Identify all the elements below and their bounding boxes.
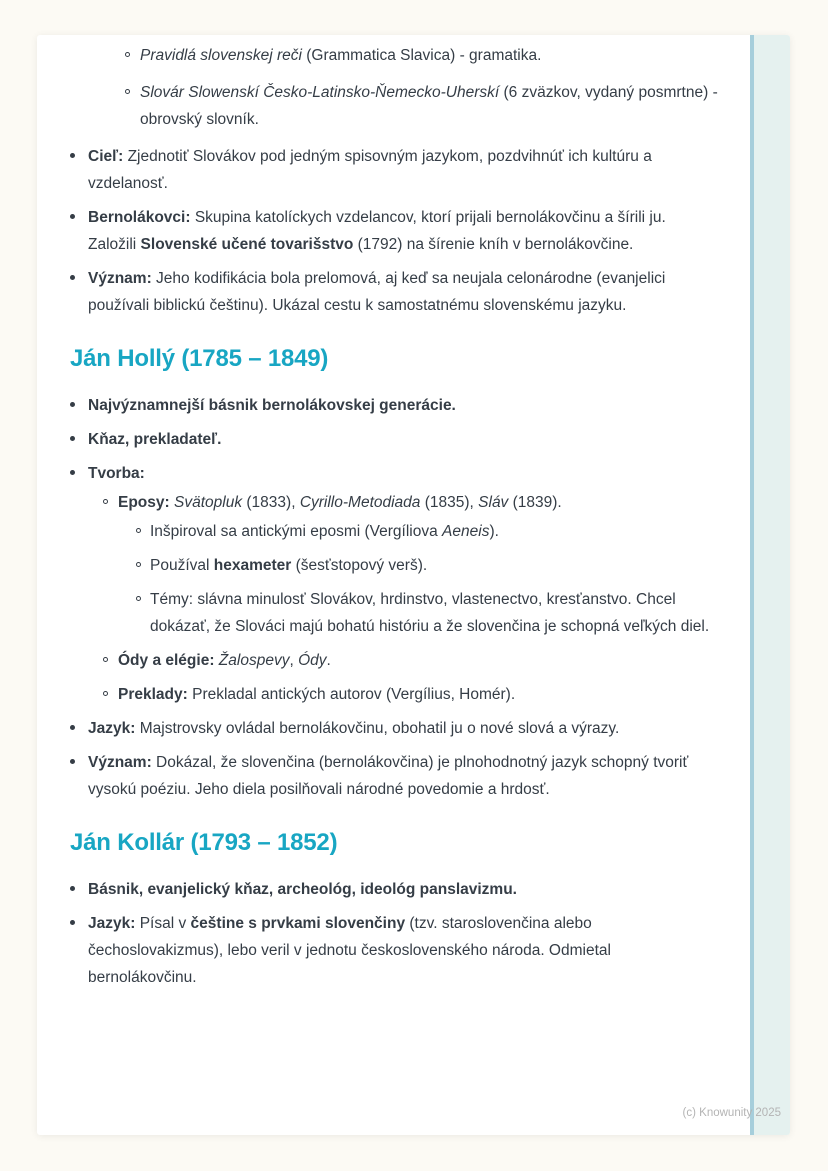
list-item-text [88, 715, 718, 742]
list-item [70, 910, 718, 991]
text-segment: hexameter [213, 557, 292, 574]
list-item [136, 518, 718, 545]
bullet-disc-icon [70, 402, 75, 407]
text-segment: Bernolákovci: [88, 209, 191, 226]
list-item-text [88, 749, 718, 803]
text-segment: Eposy: [118, 494, 170, 511]
text-segment: Žalospevy [218, 652, 290, 669]
bullet-marker [70, 392, 88, 407]
text-segment: Kňaz, prekladateľ. [88, 431, 222, 448]
text-segment: Cieľ: [88, 148, 124, 165]
text-segment: Tvorba: [88, 465, 145, 482]
bullet-list [70, 143, 718, 319]
bullet-marker [70, 265, 88, 280]
bullet-marker [103, 681, 118, 696]
section-list-jan-holly [70, 392, 718, 803]
list-item-text [88, 265, 718, 319]
text-segment: Sláv [478, 494, 509, 511]
list-item [125, 42, 718, 69]
list-item-text [150, 552, 718, 579]
document-content [37, 35, 790, 991]
list-item-text [88, 876, 718, 903]
text-segment: Preklady: [118, 686, 188, 703]
text-segment: , [289, 652, 299, 669]
bullet-circle-icon [103, 499, 108, 504]
text-segment: Jazyk: [88, 915, 136, 932]
list-item [70, 715, 718, 742]
list-item-text [88, 426, 718, 453]
bullet-marker [136, 552, 150, 567]
text-segment: (1792) na šírenie kníh v bernolákovčine. [353, 236, 634, 253]
document-page-card [37, 35, 790, 1135]
text-segment: Inšpiroval sa antickými eposmi (Vergíliova [150, 523, 443, 540]
text-segment: Aeneis [442, 523, 490, 540]
list-item [136, 586, 718, 640]
bullet-marker [103, 647, 118, 662]
bullet-list [70, 876, 718, 991]
bullet-marker [70, 426, 88, 441]
section-list-jan-kollar [70, 876, 718, 991]
bullet-list [70, 392, 718, 803]
text-segment: Prekladal antických autorov (Vergílius, Homér). [187, 686, 516, 703]
text-segment: Jazyk: [88, 720, 136, 737]
bullet-disc-icon [70, 920, 75, 925]
bullet-marker [70, 749, 88, 764]
list-item-text [150, 518, 718, 545]
bullet-circle-icon [136, 562, 141, 567]
text-segment: (Grammatica Slavica) - gramatika. [301, 47, 542, 64]
bullet-list [125, 42, 718, 133]
text-segment: (šesťstopový verš). [291, 557, 428, 574]
bullet-disc-icon [70, 470, 75, 475]
bullet-circle-icon [136, 596, 141, 601]
text-segment: Témy: slávna minulosť Slovákov, hrdinstvo, vlastenectvo, kresťanstvo. Chcel dokázať, že Slováci majú bohatú históriu a že slovenčina je schopná veľkých diel. [150, 591, 710, 635]
text-segment: (1833), [242, 494, 300, 511]
list-item-text [88, 204, 718, 258]
bullet-disc-icon [70, 759, 75, 764]
text-segment: Význam: [88, 754, 152, 771]
bullet-disc-icon [70, 214, 75, 219]
list-item-text [150, 586, 718, 640]
list-item-text [88, 460, 718, 487]
list-item-text [88, 392, 718, 419]
section-heading-jan-kollar: Ján Kollár (1793 – 1852) [70, 829, 338, 856]
bullet-marker [70, 876, 88, 891]
list-item [70, 749, 718, 803]
bullet-circle-icon [125, 52, 130, 57]
list-item [125, 79, 718, 133]
list-item-text [118, 681, 718, 708]
bullet-marker [70, 910, 88, 925]
text-segment: ). [489, 523, 499, 540]
bullet-marker [70, 143, 88, 158]
section-heading-jan-holly: Ján Hollý (1785 – 1849) [70, 345, 329, 372]
bullet-marker [70, 460, 88, 475]
list-item-text [88, 910, 718, 991]
bullet-disc-icon [70, 886, 75, 891]
list-item-text [140, 42, 718, 69]
text-segment: Dokázal, že slovenčina (bernolákovčina) je plnohodnotný jazyk schopný tvoriť vysokú poéziu. Jeho diela posilňovali národné povedomie a hrdosť. [88, 754, 689, 798]
bullet-circle-icon [125, 89, 130, 94]
list-item [70, 143, 718, 197]
text-segment: Jeho kodifikácia bola prelomová, aj keď sa neujala celonárodne (evanjelici používali biblickú češtinu). Ukázal cestu k samostatnému slovenskému jazyku. [88, 270, 666, 314]
text-segment: Význam: [88, 270, 152, 287]
list-item-text [118, 489, 718, 516]
text-segment: Slovár Slowenskí Česko-Latinsko-Ňemecko-Uherskí [140, 84, 500, 101]
copyright-notice: (c) Knowunity 2025 [682, 1107, 781, 1119]
text-segment: Písal v [135, 915, 191, 932]
list-item [136, 552, 718, 579]
text-segment: (tzv. staroslovenčina alebo čechoslovakizmus), lebo veril v jednotu československého národa. Odmietal bernolákovčinu. [88, 915, 611, 986]
bullet-marker [103, 489, 118, 504]
bullet-disc-icon [70, 436, 75, 441]
intro-sub-bullet-list [125, 42, 718, 133]
text-segment: (1839). [508, 494, 562, 511]
text-segment: Najvýznamnejší básnik bernolákovskej generácie. [88, 397, 456, 414]
text-segment: (6 zväzkov, vydaný posmrtne) - obrovský slovník. [140, 84, 718, 128]
text-segment: Ódy [298, 652, 327, 669]
text-segment: Skupina katolíckych vzdelancov, ktorí prijali bernolákovčinu a šírili ju. Založili [88, 209, 666, 253]
bullet-marker [136, 586, 150, 601]
bullet-marker [125, 42, 140, 57]
list-item [70, 265, 718, 319]
bullet-list [136, 518, 718, 640]
bullet-disc-icon [70, 725, 75, 730]
text-segment: Slovenské učené tovarišstvo [140, 236, 354, 253]
bullet-disc-icon [70, 275, 75, 280]
bullet-list [103, 489, 718, 708]
text-segment: (1835), [420, 494, 479, 511]
bullet-circle-icon [136, 528, 141, 533]
bullet-marker [125, 79, 140, 94]
text-segment: češtine s prvkami slovenčiny [190, 915, 406, 932]
list-item [70, 204, 718, 258]
list-item-text [140, 79, 718, 133]
list-item [70, 460, 718, 708]
bullet-marker [70, 715, 88, 730]
intro-bullet-list [70, 143, 718, 319]
text-segment: Cyrillo-Metodiada [299, 494, 421, 511]
text-segment: Ódy a elégie: [118, 652, 215, 669]
text-segment: Pravidlá slovenskej reči [140, 47, 302, 64]
list-item [103, 681, 718, 708]
list-item [70, 426, 718, 453]
list-item-text [88, 143, 718, 197]
bullet-disc-icon [70, 153, 75, 158]
text-segment: Zjednotiť Slovákov pod jedným spisovným jazykom, pozdvihnúť ich kultúru a vzdelanosť. [88, 148, 652, 192]
text-segment: Svätopluk [174, 494, 243, 511]
bullet-marker [70, 204, 88, 219]
bullet-circle-icon [103, 657, 108, 662]
text-segment: . [326, 652, 331, 669]
list-item [70, 876, 718, 903]
list-item [103, 489, 718, 640]
list-item [70, 392, 718, 419]
list-item [103, 647, 718, 674]
bullet-marker [136, 518, 150, 533]
list-item-text [118, 647, 718, 674]
text-segment: Básnik, evanjelický kňaz, archeológ, ideológ panslavizmu. [88, 881, 517, 898]
bullet-circle-icon [103, 691, 108, 696]
text-segment: Majstrovsky ovládal bernolákovčinu, obohatil ju o nové slová a výrazy. [135, 720, 620, 737]
text-segment: Používal [150, 557, 214, 574]
